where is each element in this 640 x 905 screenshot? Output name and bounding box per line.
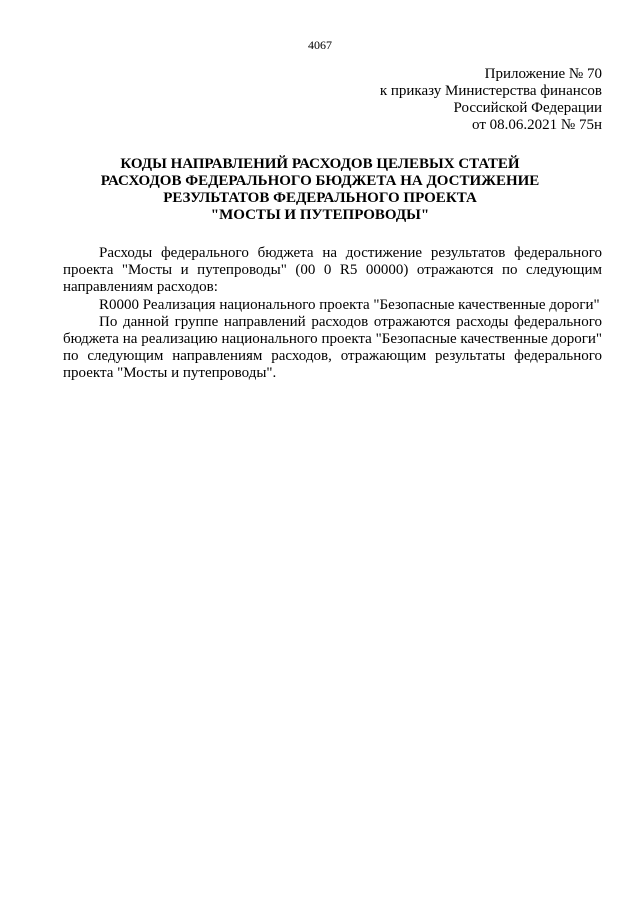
appendix-number: Приложение № 70 bbox=[484, 66, 602, 82]
document-body bbox=[63, 245, 602, 383]
description-paragraph: По данной группе направлений расходов отражаются расходы федерального бюджета на реализацию национального проекта "Безопасные качественные дороги" по следующим направлениям расходов, отражающим результаты федерального проекта "Мосты и путепроводы". bbox=[63, 313, 602, 382]
appendix-order-date: от 08.06.2021 № 75н bbox=[472, 117, 602, 133]
title-line-2: РАСХОДОВ ФЕДЕРАЛЬНОГО БЮДЖЕТА НА ДОСТИЖЕНИЕ bbox=[100, 173, 540, 189]
page-number: 4067 bbox=[308, 38, 332, 52]
title-line-4: "МОСТЫ И ПУТЕПРОВОДЫ" bbox=[210, 207, 430, 223]
title-line-1: КОДЫ НАПРАВЛЕНИЙ РАСХОДОВ ЦЕЛЕВЫХ СТАТЕЙ bbox=[120, 156, 520, 172]
document-title bbox=[40, 156, 600, 224]
intro-paragraph: Расходы федерального бюджета на достижение результатов федерального проекта "Мосты и путепроводы" (00 0 R5 00000) отражаются по следующим направлениям расходов: bbox=[63, 245, 602, 296]
expense-code-line: R0000 Реализация национального проекта "Безопасные качественные дороги" bbox=[99, 296, 600, 313]
appendix-order-ref: к приказу Министерства финансов bbox=[379, 83, 602, 99]
title-line-3: РЕЗУЛЬТАТОВ ФЕДЕРАЛЬНОГО ПРОЕКТА bbox=[163, 190, 477, 206]
appendix-organization: Российской Федерации bbox=[453, 100, 602, 116]
appendix-header bbox=[380, 66, 602, 134]
